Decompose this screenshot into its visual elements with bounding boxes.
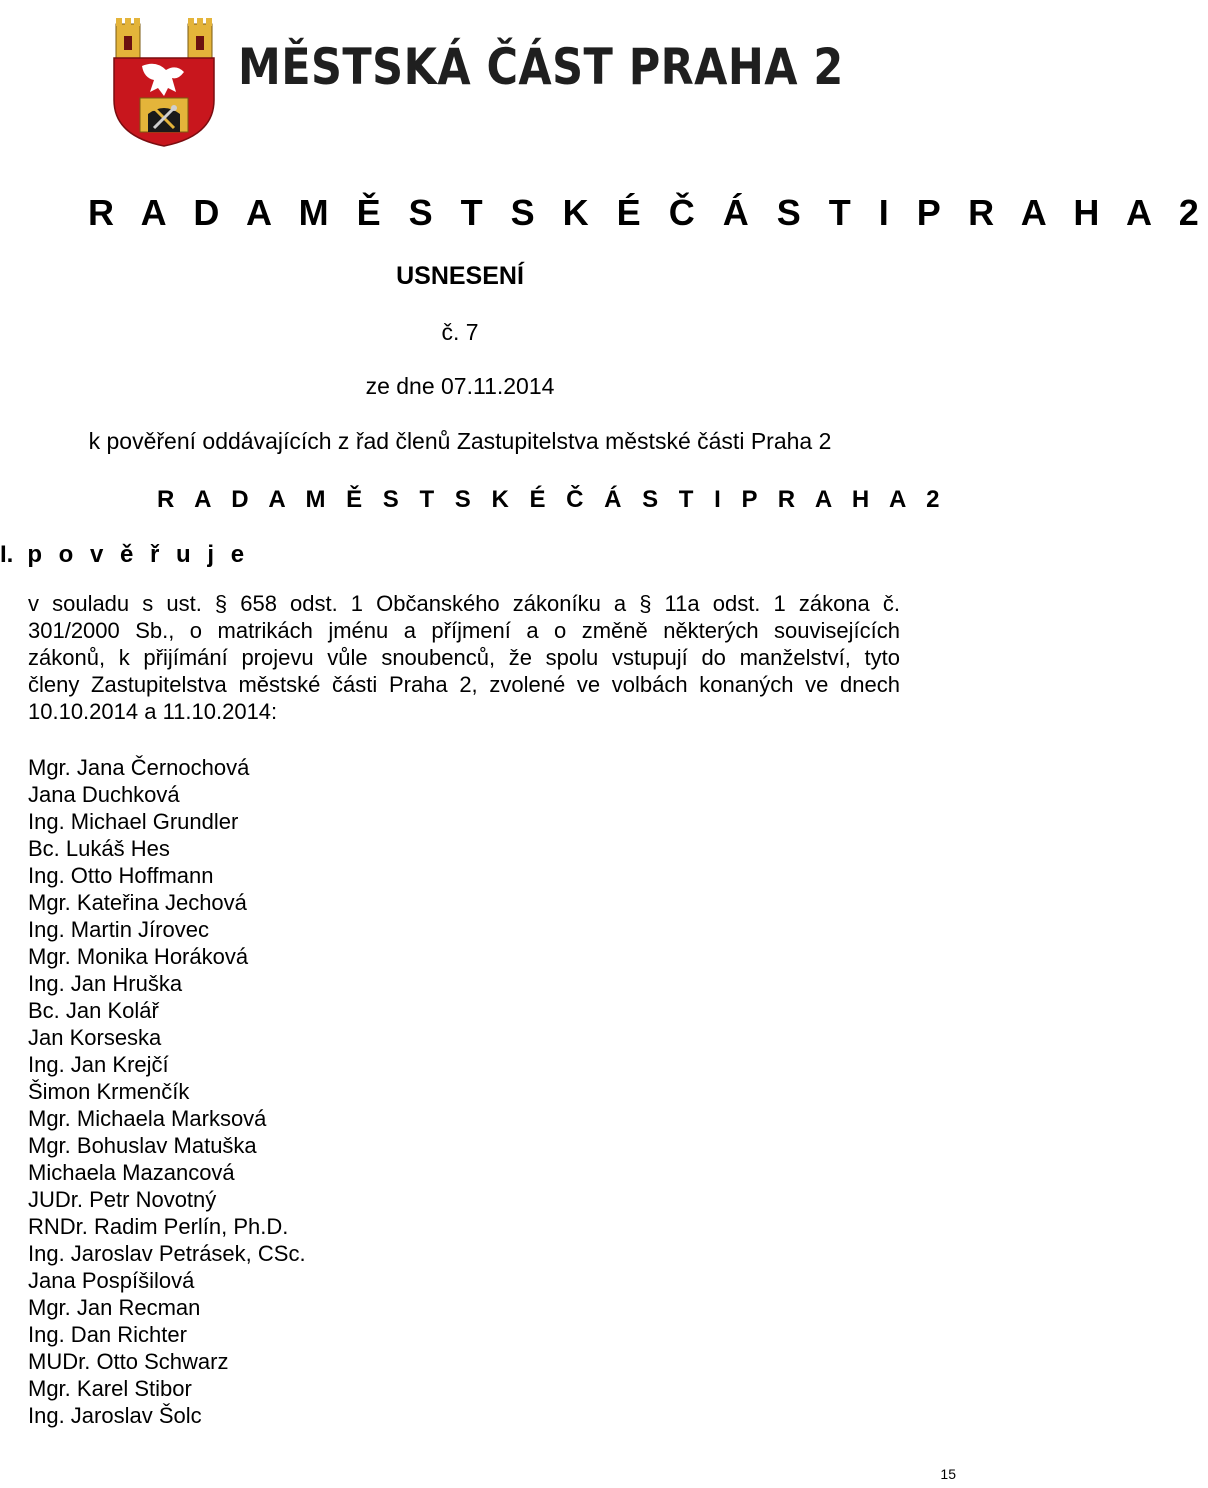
member-list [28, 754, 306, 1429]
section-number: I. [0, 541, 14, 568]
resolution-body-paragraph [28, 590, 900, 725]
list-item: Ing. Jaroslav Petrásek, CSc. [28, 1241, 306, 1266]
coat-of-arms-logo-icon [112, 18, 216, 148]
list-item: Jan Korseska [28, 1025, 162, 1050]
list-item: Ing. Martin Jírovec [28, 917, 209, 942]
list-item: Mgr. Karel Stibor [28, 1376, 192, 1401]
body-line: zákonů, k přijímání projevu vůle snoubenců, že spolu vstupují do manželství, tyto [28, 645, 900, 670]
body-line: v souladu s ust. § 658 odst. 1 Občanského zákoníku a § 11a odst. 1 zákona č. [28, 591, 900, 616]
section-verb: p o v ě ř u j e [27, 541, 250, 568]
list-item: Mgr. Kateřina Jechová [28, 890, 247, 915]
body-line: 301/2000 Sb., o matrikách jménu a příjmení a o změně některých souvisejících [28, 618, 900, 643]
list-item: JUDr. Petr Novotný [28, 1187, 217, 1212]
municipality-brand-title: MĚSTSKÁ ČÁST PRAHA 2 [238, 38, 844, 96]
list-item: Mgr. Monika Horáková [28, 944, 249, 969]
list-item: RNDr. Radim Perlín, Ph.D. [28, 1214, 289, 1239]
section-heading [0, 541, 249, 569]
council-heading: R A D A M Ě S T S K É Č Á S T I P R A H A 2 [88, 192, 1208, 233]
body-line: členy Zastupitelstva městské části Praha 2, zvolené ve volbách konaných ve dnech [28, 672, 900, 697]
list-item: Michaela Mazancová [28, 1160, 235, 1185]
list-item: Bc. Lukáš Hes [28, 836, 170, 861]
list-item: Jana Duchková [28, 782, 180, 807]
list-item: Mgr. Bohuslav Matuška [28, 1133, 257, 1158]
document-type: USNESENÍ [396, 262, 524, 290]
list-item: Jana Pospíšilová [28, 1268, 195, 1293]
body-line: 10.10.2014 a 11.10.2014: [28, 699, 278, 724]
list-item: Ing. Michael Grundler [28, 809, 239, 834]
resolution-number: č. 7 [441, 319, 479, 345]
list-item: Ing. Jan Hruška [28, 971, 183, 996]
list-item: Mgr. Jan Recman [28, 1295, 201, 1320]
list-item: Mgr. Jana Černochová [28, 755, 250, 780]
list-item: Šimon Krmenčík [28, 1079, 190, 1104]
resolution-date: ze dne 07.11.2014 [365, 373, 555, 399]
list-item: Ing. Otto Hoffmann [28, 863, 214, 888]
council-subheading: R A D A M Ě S T S K É Č Á S T I P R A H A 2 [157, 486, 947, 513]
list-item: Ing. Dan Richter [28, 1322, 187, 1347]
list-item: Bc. Jan Kolář [28, 998, 159, 1023]
list-item: Ing. Jaroslav Šolc [28, 1403, 202, 1428]
list-item: MUDr. Otto Schwarz [28, 1349, 229, 1374]
list-item: Ing. Jan Krejčí [28, 1052, 169, 1077]
page-number: 15 [940, 1466, 956, 1482]
list-item: Mgr. Michaela Marksová [28, 1106, 267, 1131]
resolution-subject: k pověření oddávajících z řad členů Zastupitelstva městské části Praha 2 [88, 428, 832, 454]
